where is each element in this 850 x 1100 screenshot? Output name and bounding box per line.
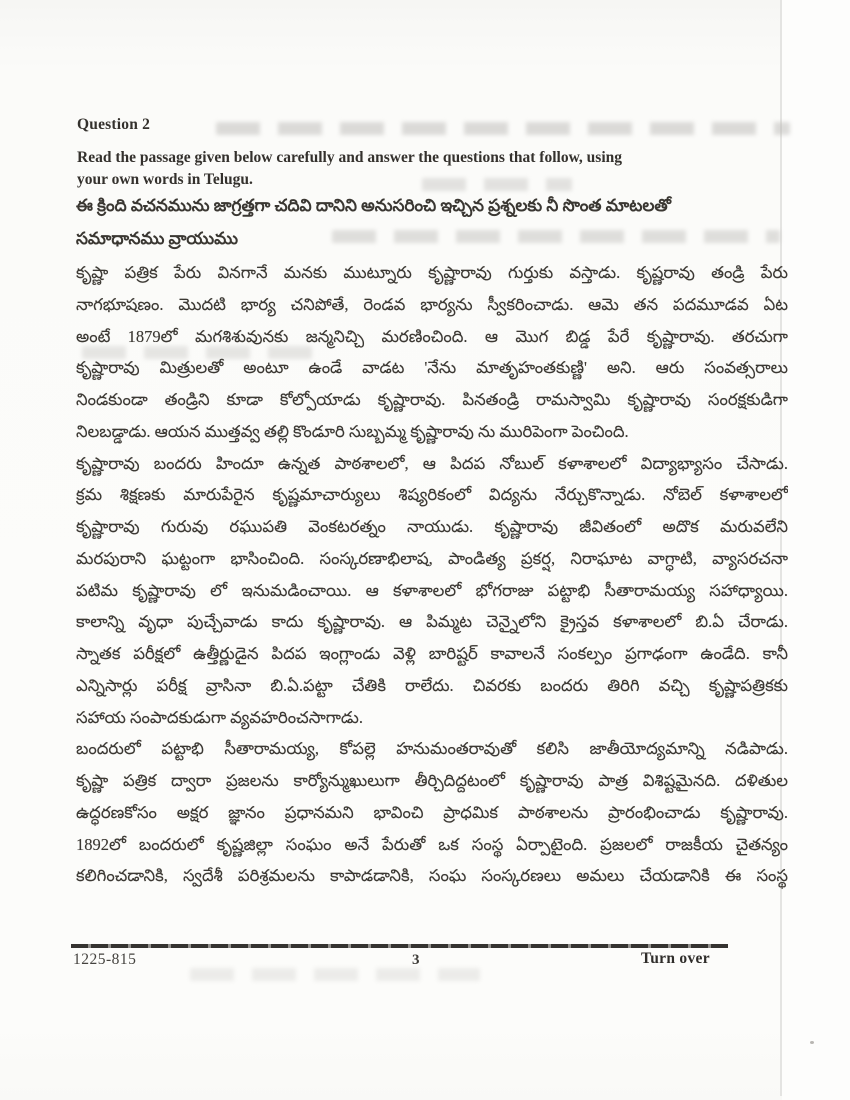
paper-code: 1225-815 (73, 951, 137, 968)
telugu-passage (76, 257, 788, 892)
passage-line: ఉద్ధరణకోసం అక్షర జ్ఞానం ప్రధానమని భావించి ప్రాధమిక పాఠశాలను ప్రారంభించాడు కృష్ణారావు. (76, 802, 788, 822)
passage-line: స్నాతక పరీక్షలో ఉత్తీర్ణుడైన పిదప ఇంగ్లాండు వెళ్లి బారిష్టర్ కావాలనే సంకల్పం ప్రగాఢంగా ఉండేది. కానీ (76, 644, 788, 663)
passage-line: కృష్ణా పత్రిక ద్వారా ప్రజలను కార్యోన్ముఖులుగా తీర్చిదిద్దటంలో కృష్ణారావు పాత్ర విశిష్టమైనది. దళితుల (76, 771, 788, 790)
passage-line: క్రమ శిక్షణకు మారుపేరైన కృష్ణమాచార్యులు శిష్యరికంలో విద్యను నేర్చుకొన్నాడు. నోబెల్ కళాశాలలో (76, 485, 788, 505)
instruction-telugu-line-1: ఈ క్రింది వచనమును జాగ్రత్తగా చదివి దానిని అనుసరించి ఇచ్చిన ప్రశ్నలకు నీ సొంత మాటలతో (76, 196, 671, 215)
passage-line: పటిమ కృష్ణారావు లో ఇనుమడించాయి. ఆ కళాశాలలో భోగరాజు పట్టాభి సీతారామయ్య సహాధ్యాయి. (76, 580, 788, 600)
passage-line: 1892లో బందరులో కృష్ణజిల్లా సంఘం అనే పేరుతో ఒక సంస్థ ఏర్పాటైంది. ప్రజలలో రాజకీయ చైతన్యం (76, 834, 788, 854)
passage-line: కలిగించడానికి, స్వదేశీ పరిశ్రమలను కాపాడడానికి, సంఘ సంస్కరణలు అమలు చేయడానికి ఈ సంస్థ (76, 866, 788, 886)
passage-line: కృష్ణారావు మిత్రులతో అంటూ ఉండే వాడట 'నేను మాతృహంతకుణ్ణి' అని. ఆరు సంవత్సరాలు (76, 358, 788, 378)
passage-line: సహాయ సంపాదకుడుగా వ్యవహరించసాగాడు. (76, 707, 363, 727)
passage-line: మరపురాని ఘట్టంగా భాసించింది. సంస్కరణాభిలాష, పాండిత్య ప్రకర్ష, నిరాఘాట వాగ్ధాటి, వ్యాసరచనా (76, 548, 788, 568)
turn-over-label: Turn over (641, 950, 710, 967)
passage-line: కృష్ణారావు బందరు హిందూ ఉన్నత పాఠశాలలో, ఆ పిదప నోబుల్ కళాశాలలో విద్యాభ్యాసం చేసాడు. (76, 453, 788, 473)
passage-line: బందరులో పట్టాభి సీతారామయ్య, కోపల్లె హనుమంతరావుతో కలిసి జాతీయోద్యమాన్ని నడిపాడు. (76, 739, 788, 759)
instruction-english-line-1: Read the passage given below carefully and answer the questions that follow, using (77, 149, 622, 166)
passage-line: కృష్ణారావు గురువు రఘుపతి వెంకటరత్నం నాయుడు. కృష్ణారావు జీవితంలో అదొక మరువలేని (76, 517, 788, 536)
bleed-through-row (190, 968, 480, 981)
instruction-telugu-line-2: సమాధానము వ్రాయుము (76, 229, 239, 248)
scan-right-margin (782, 0, 850, 1100)
question-label: Question 2 (77, 116, 151, 133)
passage-line: కాలాన్ని వృధా పుచ్చేవాడు కాదు కృష్ణారావు. ఆ పిమ్మట చెన్నైలోని క్రైస్తవ కళాశాలలో బి.ఏ చేరాడు. (76, 612, 788, 632)
scan-speck (810, 1041, 814, 1044)
passage-line: నిలబడ్డాడు. ఆయన ముత్తవ్వ తల్లి కొండూరి సుబ్బమ్మ కృష్ణారావు ను మురిపెంగా పెంచింది. (76, 421, 629, 441)
passage-line: అంటే 1879లో మగశిశువునకు జన్మనిచ్చి మరణించింది. ఆ మొగ బిడ్డ పేరే కృష్ణారావు. తరచుగా (76, 326, 788, 346)
page-number: 3 (412, 952, 420, 968)
passage-line: ఎన్నిసార్లు పరీక్ష వ్రాసినా బి.ఏ.పట్టా చేతికి రాలేదు. చివరకు బందరు తిరిగి వచ్చి కృష్ణాపత్రికకు (76, 675, 788, 695)
instruction-english-line-2: your own words in Telugu. (77, 170, 253, 188)
bleed-through-row (216, 122, 790, 135)
footer-rule (71, 944, 728, 948)
passage-line: నిండకుండా తండ్రిని కూడా కోల్పోయాడు కృష్ణారావు. పినతండ్రి రామస్వామి కృష్ణారావు సంరక్షకుడిగా (76, 390, 788, 409)
passage-line: కృష్ణా పత్రిక పేరు వినగానే మనకు ముట్నూరు కృష్ణారావు గుర్తుకు వస్తాడు. కృష్ణరావు తండ్రి పేరు (76, 263, 788, 282)
passage-line: నాగభూషణం. మొదటి భార్య చనిపోతే, రెండవ భార్యను స్వీకరించాడు. ఆమె తన పదమూడవ ఏట (76, 294, 788, 314)
